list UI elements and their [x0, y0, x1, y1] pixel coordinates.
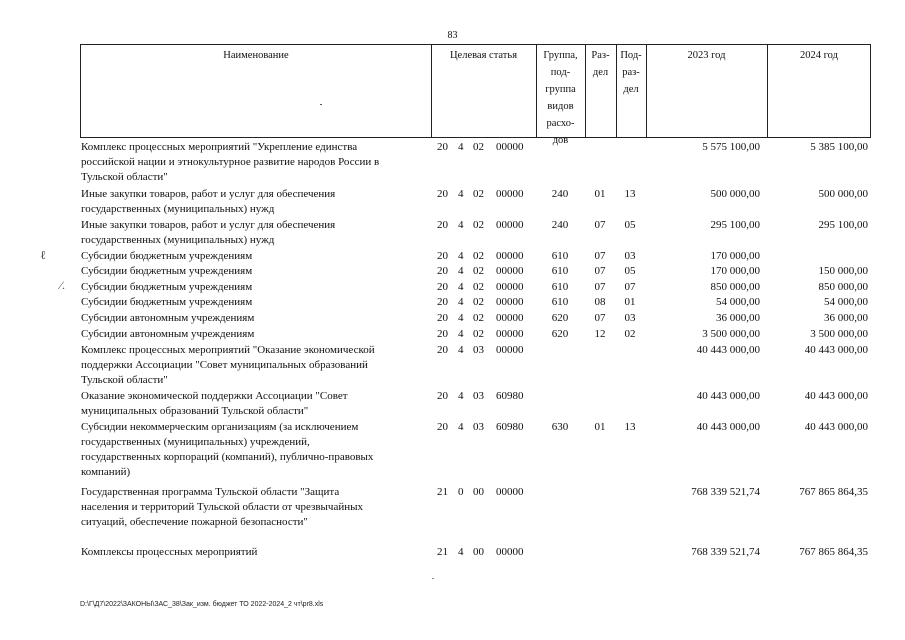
expense-group: 240	[551, 188, 569, 200]
code-program: 20	[437, 390, 448, 402]
code-type: 4	[458, 250, 464, 262]
subsection-code: 13	[624, 421, 636, 433]
code-direction: 00000	[496, 328, 524, 340]
amount-2024: 850 000,00	[818, 281, 868, 293]
amount-2024: 500 000,00	[818, 188, 868, 200]
code-structure: 02	[473, 281, 484, 293]
expense-group: 610	[551, 265, 569, 277]
code-structure: 02	[473, 265, 484, 277]
header-line: Раз-	[591, 50, 610, 61]
row-name	[81, 264, 426, 279]
row-name-line: компаний)	[81, 466, 131, 478]
subsection-code: 13	[624, 188, 636, 200]
code-direction: 00000	[496, 219, 524, 231]
row-name-line: Комплекс процессных мероприятий "Оказание экономической	[81, 344, 375, 356]
amount-2023: 40 443 000,00	[696, 344, 760, 356]
row-name-line: Субсидии автономным учреждениям	[81, 312, 255, 324]
amount-2023: 768 339 521,74	[691, 486, 760, 498]
row-name	[81, 295, 426, 310]
code-type: 4	[458, 265, 464, 277]
header-line: группа	[545, 84, 576, 95]
subsection-code: 07	[624, 281, 636, 293]
code-structure: 00	[473, 546, 484, 558]
code-type: 0	[458, 486, 464, 498]
row-name-line: Тульской области"	[81, 171, 168, 183]
header-line: дов	[552, 135, 569, 146]
row-name-line: Государственная программа Тульской области "Защита	[81, 486, 340, 498]
section-code: 08	[594, 296, 606, 308]
code-direction: 00000	[496, 296, 524, 308]
expense-group: 240	[551, 219, 569, 231]
speck	[432, 578, 434, 579]
code-program: 21	[437, 546, 448, 558]
row-name	[81, 280, 426, 295]
amount-2024: 767 865 864,35	[799, 546, 868, 558]
row-name	[81, 311, 426, 326]
code-structure: 02	[473, 219, 484, 231]
code-structure: 00	[473, 486, 484, 498]
amount-2023: 170 000,00	[710, 265, 760, 277]
section-code: 01	[594, 188, 606, 200]
code-type: 4	[458, 312, 464, 324]
row-name-line: муниципальных образований Тульской области"	[81, 405, 309, 417]
section-code: 07	[594, 250, 606, 262]
code-type: 4	[458, 188, 464, 200]
header-line: Группа,	[543, 50, 578, 61]
code-type: 4	[458, 141, 464, 153]
code-program: 20	[437, 250, 448, 262]
header-line: раз-	[622, 67, 640, 78]
code-program: 20	[437, 188, 448, 200]
subsection-code: 03	[624, 250, 636, 262]
row-name-line: Комплекс процессных мероприятий "Укрепление единства	[81, 141, 358, 153]
section-code: 12	[594, 328, 606, 340]
header-line: видов	[547, 101, 574, 112]
amount-2023: 40 443 000,00	[696, 390, 760, 402]
code-structure: 02	[473, 188, 484, 200]
header-section	[585, 47, 616, 81]
amount-2024: 5 385 100,00	[810, 141, 868, 153]
row-name	[81, 187, 426, 217]
code-structure: 02	[473, 312, 484, 324]
header-line: дел	[592, 67, 609, 78]
row-name	[81, 140, 426, 185]
row-name-line: Субсидии бюджетным учреждениям	[81, 250, 253, 262]
footer-file-path: D:\Г\Д7\2022\ЗАКОНЫ\ЗАС_38\Зак_изм. бюджет ТО 2022-2024_2 чт\pr8.xls	[80, 601, 324, 608]
code-structure: 02	[473, 250, 484, 262]
code-direction: 60980	[496, 390, 524, 402]
section-code: 07	[594, 219, 606, 231]
amount-2024: 40 443 000,00	[804, 390, 868, 402]
code-program: 20	[437, 219, 448, 231]
row-name	[81, 218, 426, 248]
code-type: 4	[458, 219, 464, 231]
row-name-line: Иные закупки товаров, работ и услуг для обеспечения	[81, 188, 336, 200]
expense-group: 610	[551, 250, 569, 262]
header-year-2024: 2024 год	[800, 50, 838, 61]
row-name-line: Субсидии некоммерческим организациям (за исключением	[81, 421, 359, 433]
amount-2023: 768 339 521,74	[691, 546, 760, 558]
code-program: 20	[437, 281, 448, 293]
expense-group: 620	[551, 328, 569, 340]
amount-2024: 36 000,00	[824, 312, 868, 324]
code-program: 20	[437, 421, 448, 433]
expense-group: 630	[551, 421, 569, 433]
code-structure: 03	[473, 344, 484, 356]
row-name-line: государственных (муниципальных) учреждений,	[81, 436, 310, 448]
row-name-line: Субсидии бюджетным учреждениям	[81, 296, 253, 308]
header-target-article: Целевая статья	[449, 50, 518, 61]
row-name-line: ситуаций, обеспечение пожарной безопасности"	[81, 516, 308, 528]
code-direction: 00000	[496, 546, 524, 558]
code-program: 20	[437, 328, 448, 340]
margin-mark: ⁄.	[60, 278, 66, 292]
row-name	[81, 327, 426, 342]
row-name-line: государственных (муниципальных) нужд	[81, 234, 275, 246]
subsection-code: 03	[624, 312, 636, 324]
code-direction: 00000	[496, 265, 524, 277]
header-name: Наименование	[223, 50, 289, 61]
row-name-line: Субсидии бюджетным учреждениям	[81, 265, 253, 277]
code-type: 4	[458, 296, 464, 308]
row-name-line: поддержки Ассоциации "Совет муниципальных образований	[81, 359, 368, 371]
amount-2023: 36 000,00	[716, 312, 760, 324]
row-name-line: Тульской области"	[81, 374, 168, 386]
code-type: 4	[458, 421, 464, 433]
amount-2024: 295 100,00	[818, 219, 868, 231]
amount-2024: 767 865 864,35	[799, 486, 868, 498]
header-subsection	[616, 47, 646, 98]
section-code: 01	[594, 421, 606, 433]
amount-2023: 500 000,00	[710, 188, 760, 200]
amount-2023: 5 575 100,00	[702, 141, 760, 153]
amount-2024: 150 000,00	[818, 265, 868, 277]
code-program: 21	[437, 486, 448, 498]
code-direction: 00000	[496, 281, 524, 293]
code-structure: 02	[473, 141, 484, 153]
page-number: 83	[447, 30, 458, 41]
header-line: дел	[623, 84, 639, 95]
header-line: расхо-	[546, 118, 575, 129]
amount-2024: 54 000,00	[824, 296, 868, 308]
code-program: 20	[437, 265, 448, 277]
section-code: 07	[594, 265, 606, 277]
code-structure: 03	[473, 390, 484, 402]
expense-group: 610	[551, 281, 569, 293]
row-name	[81, 420, 426, 480]
row-name-line: Иные закупки товаров, работ и услуг для обеспечения	[81, 219, 336, 231]
row-name-line: государственных (муниципальных) нужд	[81, 203, 275, 215]
code-type: 4	[458, 344, 464, 356]
row-name-line: российской нации и этнокультурное развитие народов России в	[81, 156, 380, 168]
amount-2023: 54 000,00	[716, 296, 760, 308]
amount-2023: 3 500 000,00	[702, 328, 760, 340]
table-header	[80, 44, 871, 146]
subsection-code: 01	[624, 296, 636, 308]
margin-mark: ℓ	[40, 248, 46, 262]
amount-2023: 170 000,00	[710, 250, 760, 262]
subsection-code: 05	[624, 219, 636, 231]
row-name	[81, 389, 426, 419]
header-year-2023: 2023 год	[687, 50, 726, 61]
code-program: 20	[437, 141, 448, 153]
code-direction: 00000	[496, 188, 524, 200]
amount-2023: 40 443 000,00	[696, 421, 760, 433]
expense-group: 610	[551, 296, 569, 308]
amount-2023: 295 100,00	[710, 219, 760, 231]
code-type: 4	[458, 328, 464, 340]
row-name-line: Субсидии бюджетным учреждениям	[81, 281, 253, 293]
section-code: 07	[594, 312, 606, 324]
code-program: 20	[437, 296, 448, 308]
code-structure: 03	[473, 421, 484, 433]
amount-2024: 40 443 000,00	[804, 344, 868, 356]
stray-mark	[320, 104, 322, 105]
row-name	[81, 343, 426, 388]
row-name-line: Субсидии автономным учреждениям	[81, 328, 255, 340]
row-name	[81, 545, 426, 560]
row-name-line: Комплексы процессных мероприятий	[81, 546, 258, 558]
code-structure: 02	[473, 296, 484, 308]
code-direction: 00000	[496, 344, 524, 356]
code-program: 20	[437, 344, 448, 356]
subsection-code: 05	[624, 265, 636, 277]
code-direction: 60980	[496, 421, 524, 433]
header-group	[536, 47, 585, 149]
code-direction: 00000	[496, 141, 524, 153]
amount-2024: 40 443 000,00	[804, 421, 868, 433]
code-direction: 00000	[496, 486, 524, 498]
code-direction: 00000	[496, 250, 524, 262]
amount-2024: 3 500 000,00	[810, 328, 868, 340]
row-name-line: населения и территорий Тульской области от чрезвычайных	[81, 501, 364, 513]
expense-group: 620	[551, 312, 569, 324]
code-program: 20	[437, 312, 448, 324]
header-line: под-	[550, 67, 571, 78]
row-name-line: Оказание экономической поддержки Ассоциации "Совет	[81, 390, 348, 402]
section-code: 07	[594, 281, 606, 293]
row-name	[81, 249, 426, 264]
row-name-line: государственных корпораций (компаний), публично-правовых	[81, 451, 374, 463]
code-type: 4	[458, 390, 464, 402]
code-type: 4	[458, 281, 464, 293]
code-direction: 00000	[496, 312, 524, 324]
code-structure: 02	[473, 328, 484, 340]
code-type: 4	[458, 546, 464, 558]
row-name	[81, 485, 426, 530]
amount-2023: 850 000,00	[710, 281, 760, 293]
header-line: Под-	[620, 50, 642, 61]
subsection-code: 02	[624, 328, 636, 340]
